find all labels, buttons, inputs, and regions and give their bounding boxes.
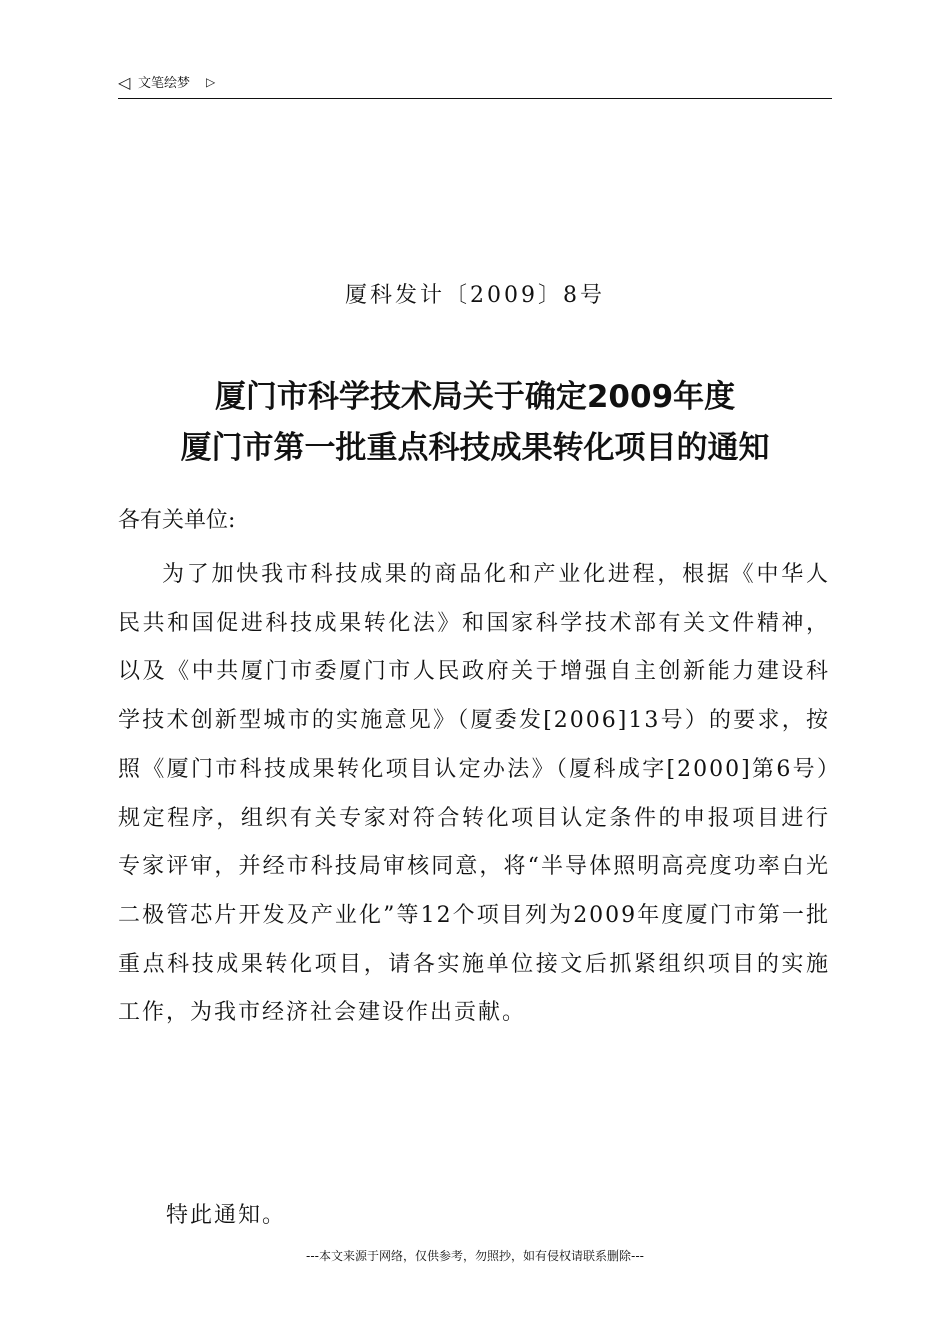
header-text: 文笔绘梦 (138, 76, 191, 91)
page-header (118, 72, 832, 99)
right-triangle-icon: ▷ (206, 75, 216, 89)
document-title-line-2: 厦门市第一批重点科技成果转化项目的通知 (180, 430, 770, 466)
salutation: 各有关单位: (118, 508, 236, 533)
document-title-line-1: 厦门市科学技术局关于确定2009年度 (214, 379, 736, 415)
closing-line: 特此通知。 (166, 1203, 287, 1228)
footer-disclaimer: ---本文来源于网络，仅供参考，勿照抄，如有侵权请联系删除--- (306, 1249, 644, 1263)
document-number: 厦科发计〔2009〕8号 (345, 283, 605, 308)
body-paragraph: 为了加快我市科技成果的商品化和产业化进程，根据《中华人民共和国促进科技成果转化法》和国家科学技术部有关文件精神，以及《中共厦门市委厦门市人民政府关于增强自主创新能力建设科学技术创新型城市的实施意见》（厦委发[2006]13号）的要求，按照《厦门市科技成果转化项目认定办法》（厦科成字[2000]第6号）规定程序，组织有关专家对符合转化项目认定条件的申报项目进行专家评审，并经市科技局审核同意，将“半导体照明高亮度功率白光二极管芯片开发及产业化”等12个项目列为2009年度厦门市第一批重点科技成果转化项目，请各实施单位接文后抓紧组织项目的实施工作，为我市经济社会建设作出贡献。 (118, 562, 830, 1026)
left-triangle-icon: ◁ (118, 73, 131, 92)
